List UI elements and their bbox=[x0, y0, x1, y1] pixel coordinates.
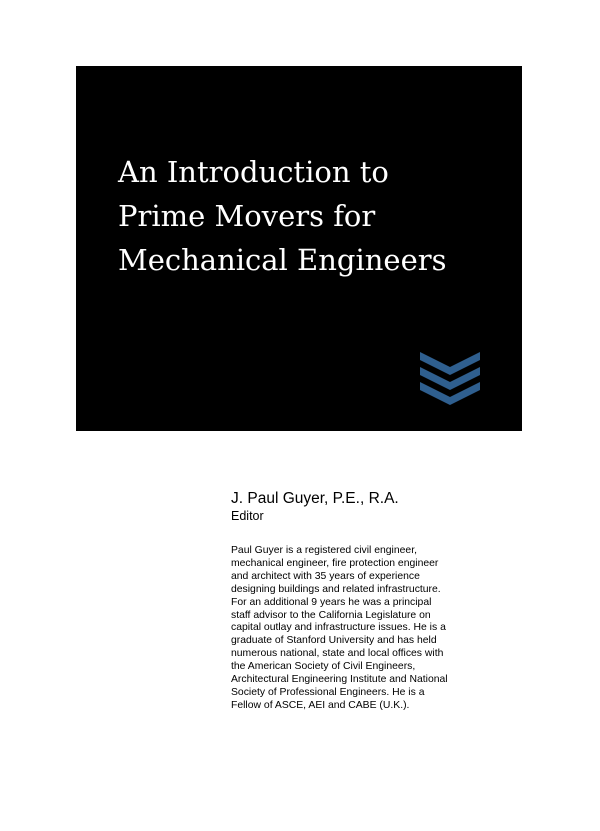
bio-line: the American Society of Civil Engineers, bbox=[231, 661, 416, 673]
bio-line: graduate of Stanford University and has held bbox=[231, 635, 437, 647]
bio-line: Society of Professional Engineers. He is a bbox=[231, 686, 425, 698]
bio-line: staff advisor to the California Legislature on bbox=[231, 609, 431, 621]
book-title-line: Mechanical Engineers bbox=[118, 243, 447, 277]
book-title-line: An Introduction to bbox=[118, 155, 389, 189]
bio-line: designing buildings and related infrastructure. bbox=[231, 583, 441, 595]
bio-line: For an additional 9 years he was a principal bbox=[231, 596, 432, 608]
triple-chevron-down-icon bbox=[420, 352, 480, 406]
bio-line: capital outlay and infrastructure issues. He is a bbox=[231, 622, 446, 634]
bio-line: Architectural Engineering Institute and National bbox=[231, 674, 448, 686]
author-block bbox=[231, 490, 501, 524]
bio-line: Fellow of ASCE, AEI and CABE (U.K.). bbox=[231, 699, 410, 711]
book-title-line: Prime Movers for bbox=[118, 199, 376, 233]
bio-line: numerous national, state and local offices with bbox=[231, 648, 444, 660]
author-bio bbox=[231, 545, 491, 713]
bio-line: mechanical engineer, fire protection engineer bbox=[231, 557, 439, 569]
author-name: J. Paul Guyer, P.E., R.A. bbox=[231, 490, 399, 507]
author-role: Editor bbox=[231, 509, 264, 523]
bio-line: Paul Guyer is a registered civil engineer, bbox=[231, 545, 417, 556]
bio-line: and architect with 35 years of experience bbox=[231, 570, 420, 582]
book-title bbox=[118, 150, 508, 282]
cover-panel bbox=[76, 66, 522, 431]
